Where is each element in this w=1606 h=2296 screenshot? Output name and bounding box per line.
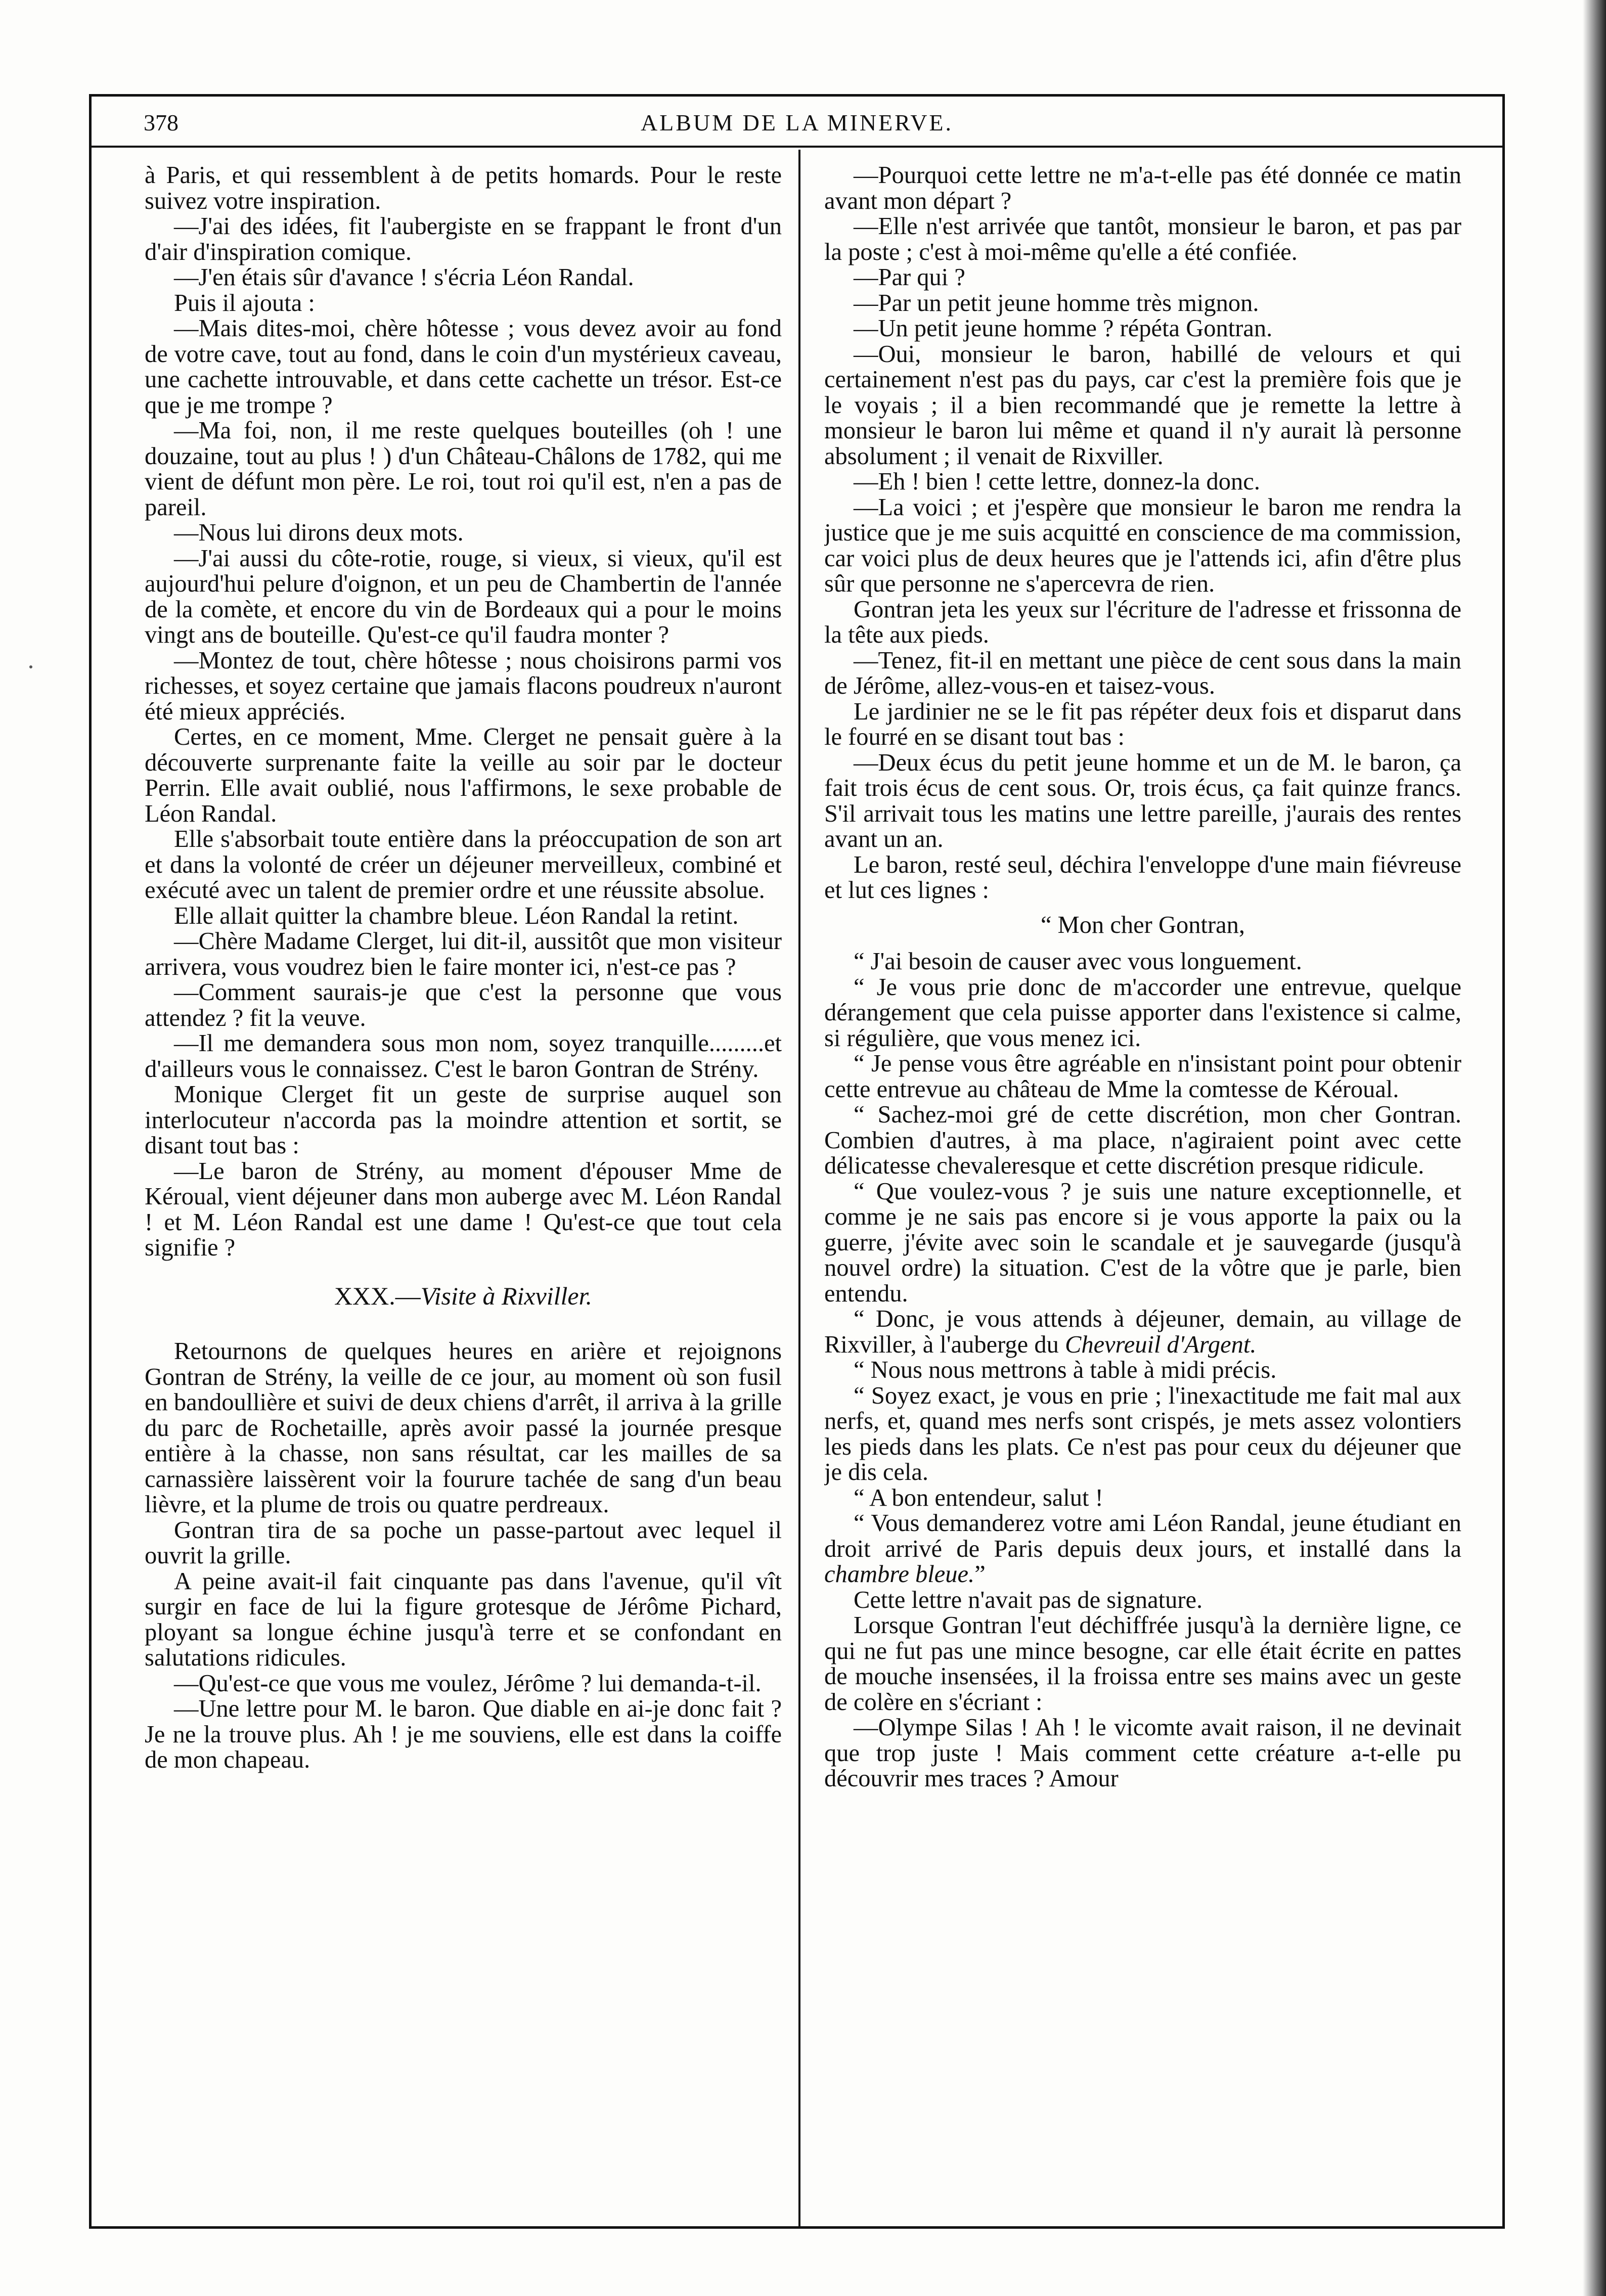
paragraph: —Oui, monsieur le baron, habillé de velours et qui certainement n'est pas du pays, car c'est la première fois que je le voyais ; il a bien recommandé que je remette la lettre à monsieur le baron lui même et quand il n'y aurait là personne absolument ; il venait de Rixviller. xyxy=(824,340,1461,470)
paragraph: Monique Clerget fit un geste de surprise auquel son interlocuteur n'accorda pas la moindre attention et sortit, se disant tout bas : xyxy=(145,1081,782,1159)
paragraph: —Olympe Silas ! Ah ! le vicomte avait raison, il ne devinait que trop juste ! Mais comment cette créature a-t-elle pu découvrir mes traces ? Amour xyxy=(824,1714,1461,1792)
paragraph: Cette lettre n'avait pas de signature. xyxy=(854,1586,1203,1613)
letter-text: “ Vous demanderez votre ami Léon Randal, jeune étudiant en droit arrivé de Paris depuis deux jours, et installé dans la xyxy=(824,1510,1461,1562)
paragraph: —Qu'est-ce que vous me voulez, Jérôme ? lui demanda-t-il. xyxy=(174,1670,762,1697)
paragraph: —Eh ! bien ! cette lettre, donnez-la donc. xyxy=(854,468,1260,495)
page-number: 378 xyxy=(144,110,179,136)
paragraph: —Ma foi, non, il me reste quelques bouteilles (oh ! une douzaine, tout au plus ! ) d'un Château-Châlons de 1782, qui me vient de défunt mon père. Le roi, tout roi qu'il est, n'en a pas de pareil. xyxy=(145,417,782,521)
chapter-number: XXX.— xyxy=(334,1281,421,1310)
paragraph: —La voici ; et j'espère que monsieur le baron me rendra la justice que je me suis acquitté en conscience de ma commission, car voici plus de deux heures que je l'attends ici, afin d'être plus sûr que personne ne s'apercevra de rien. xyxy=(824,493,1461,597)
paragraph: —J'en étais sûr d'avance ! s'écria Léon Randal. xyxy=(174,264,634,291)
paragraph: —Il me demandera sous mon nom, soyez tranquille.........et d'ailleurs vous le connaissez. C'est le baron Gontran de Strény. xyxy=(145,1030,782,1083)
paragraph: A peine avait-il fait cinquante pas dans l'avenue, qu'il vît surgir en face de lui la figure grotesque de Jérôme Pichard, ployant sa longue échine jusqu'à terre et se confondant en salutations ridicules. xyxy=(145,1567,782,1671)
paragraph: —Nous lui dirons deux mots. xyxy=(174,519,464,546)
paragraph: —Elle n'est arrivée que tantôt, monsieur le baron, et pas par la poste ; c'est à moi-même qu'elle a été confiée. xyxy=(824,213,1461,265)
stray-ink-mark xyxy=(29,665,32,668)
right-column xyxy=(824,163,1461,2205)
paragraph: —Par qui ? xyxy=(854,264,965,291)
running-header xyxy=(89,94,1505,148)
letter-paragraph xyxy=(824,1307,1461,1358)
inn-name: Chevreuil d'Argent. xyxy=(1064,1331,1257,1358)
paragraph: Elle s'absorbait toute entière dans la préoccupation de son art et dans la volonté de créer un déjeuner merveilleux, combiné et exécuté avec un talent de premier ordre et une réussite absolue. xyxy=(145,826,782,904)
letter-paragraph: “ A bon entendeur, salut ! xyxy=(854,1484,1103,1511)
paragraph: —Tenez, fit-il en mettant une pièce de cent sous dans la main de Jérôme, allez-vous-en et taisez-vous. xyxy=(824,647,1461,699)
paragraph: Lorsque Gontran l'eut déchiffrée jusqu'à la dernière ligne, ce qui ne fut pas une mince besogne, car elle était écrite en pattes de mouche insensées, il la froissa entre ses mains avec un geste de colère en s'écriant : xyxy=(824,1612,1461,1716)
letter-paragraph: “ Soyez exact, je vous en prie ; l'inexactitude me fait mal aux nerfs, et, quand mes nerfs sont crispés, je mets assez volontiers les pieds dans les plats. Ce n'est pas pour ceux du déjeuner que je dis cela. xyxy=(824,1382,1461,1485)
letter-paragraph: “ Je vous prie donc de m'accorder une entrevue, quelque dérangement que cela puisse apporter dans l'existence si calme, si régulière, que vous menez ici. xyxy=(824,973,1461,1052)
paragraph: Elle allait quitter la chambre bleue. Léon Randal la retint. xyxy=(174,902,739,929)
letter-paragraph: “ J'ai besoin de causer avec vous longuement. xyxy=(854,948,1302,975)
paragraph: Certes, en ce moment, Mme. Clerget ne pensait guère à la découverte surprenante faite la veille au soir par le docteur Perrin. Elle avait oublié, nous l'affirmons, le sexe probable de Léon Randal. xyxy=(145,724,782,827)
paragraph: —Montez de tout, chère hôtesse ; nous choisirons parmi vos richesses, et soyez certaine que jamais flacons poudreux n'auront été mieux appréciés. xyxy=(145,647,782,725)
paragraph: —Pourquoi cette lettre ne m'a-t-elle pas été donnée ce matin avant mon départ ? xyxy=(824,163,1461,214)
paragraph: —J'ai aussi du côte-rotie, rouge, si vieux, si vieux, qu'il est aujourd'hui pelure d'oignon, et un peu de Chambertin de l'année de la comète, et encore du vin de Bordeaux qui a pour le moins vingt ans de bouteille. Qu'est-ce qu'il faudra monter ? xyxy=(145,545,782,648)
scan-shadow-edge xyxy=(1583,0,1606,2296)
letter-paragraph: “ Je pense vous être agréable en n'insistant point pour obtenir cette entrevue au château de Mme la comtesse de Kéroual. xyxy=(824,1050,1461,1103)
paragraph: Retournons de quelques heures en arière et rejoignons Gontran de Strény, la veille de ce jour, au moment où son fusil en bandoullière et suivi de deux chiens d'arrêt, il arriva à la grille du parc de Rochetaille, après avoir passé la journée presque entière à la chasse, non sans résultat, car les mailles de sa carnassière laissèrent voir la fourure tachée de sang d'un beau lièvre, et la plume de trois ou quatre perdreaux. xyxy=(145,1338,782,1518)
letter-text: “ Donc, je vous attends à déjeuner, demain, au village de Rixviller, à l'auberge du xyxy=(824,1305,1461,1358)
paragraph: —Comment saurais-je que c'est la personne que vous attendez ? fit la veuve. xyxy=(145,979,782,1031)
left-column xyxy=(145,163,782,2205)
chapter-title: Visite à Rixviller. xyxy=(420,1281,593,1310)
paragraph: à Paris, et qui ressemblent à de petits homards. Pour le reste suivez votre inspiration. xyxy=(145,163,782,214)
paragraph: —J'ai des idées, fit l'aubergiste en se frappant le front d'un d'air d'inspiration comique. xyxy=(145,213,782,265)
paragraph: Le baron, resté seul, déchira l'enveloppe d'une main fiévreuse et lut ces lignes : xyxy=(824,851,1461,904)
letter-paragraph: “ Nous nous mettrons à table à midi précis. xyxy=(854,1357,1277,1383)
paragraph: —Deux écus du petit jeune homme et un de M. le baron, ça fait trois écus de cent sous. Or, trois écus, ça fait quinze francs. S'il arrivait tous les matins une lettre pareille, j'aurais des rentes avant un an. xyxy=(824,749,1461,852)
paragraph: Le jardinier ne se le fit pas répéter deux fois et disparut dans le fourré en se disant tout bas : xyxy=(824,698,1461,750)
paragraph: Puis il ajouta : xyxy=(174,289,315,317)
paragraph: Gontran jeta les yeux sur l'écriture de l'adresse et frissonna de la tête aux pieds. xyxy=(824,596,1461,648)
letter-paragraph xyxy=(824,1511,1461,1588)
paragraph: —Un petit jeune homme ? répéta Gontran. xyxy=(854,315,1273,342)
letter-salutation: “ Mon cher Gontran, xyxy=(1040,911,1245,938)
closing-quote: ” xyxy=(974,1561,986,1588)
paragraph: Gontran tira de sa poche un passe-partout avec lequel il ouvrit la grille. xyxy=(145,1516,782,1569)
paragraph: —Une lettre pour M. le baron. Que diable en ai-je donc fait ? Je ne la trouve plus. Ah ! je me souviens, elle est dans la coiffe de mon chapeau. xyxy=(145,1695,782,1773)
paragraph: —Mais dites-moi, chère hôtesse ; vous devez avoir au fond de votre cave, tout au fond, dans le coin d'un mystérieux caveau, une cachette introuvable, et dans cette cachette un trésor. Est-ce que je me trompe ? xyxy=(145,315,782,419)
paragraph: —Par un petit jeune homme très mignon. xyxy=(854,289,1259,317)
paragraph: —Le baron de Strény, au moment d'épouser Mme de Kéroual, vient déjeuner dans mon auberge avec M. Léon Randal ! et M. Léon Randal est une dame ! Qu'est-ce que tout cela signifie ? xyxy=(145,1157,782,1261)
room-name: chambre bleue. xyxy=(824,1561,975,1588)
chapter-heading xyxy=(145,1283,782,1309)
journal-title: ALBUM DE LA MINERVE. xyxy=(640,110,954,136)
letter-paragraph: “ Sachez-moi gré de cette discrétion, mon cher Gontran. Combien d'autres, à ma place, n'agiraient point avec cette délicatesse chevaleresque et cette discrétion presque ridicule. xyxy=(824,1101,1461,1179)
paragraph: —Chère Madame Clerget, lui dit-il, aussitôt que mon visiteur arrivera, vous voudrez bien le faire monter ici, n'est-ce pas ? xyxy=(145,928,782,980)
column-divider xyxy=(798,150,800,2228)
letter-paragraph: “ Que voulez-vous ? je suis une nature exceptionnelle, et comme je ne sais pas encore si je vous apporte la paix ou la guerre, j'évite avec soin le scandale et je sauvegarde (jusqu'à nouvel ordre) la situation. C'est de la vôtre que je parle, bien entendu. xyxy=(824,1178,1461,1307)
